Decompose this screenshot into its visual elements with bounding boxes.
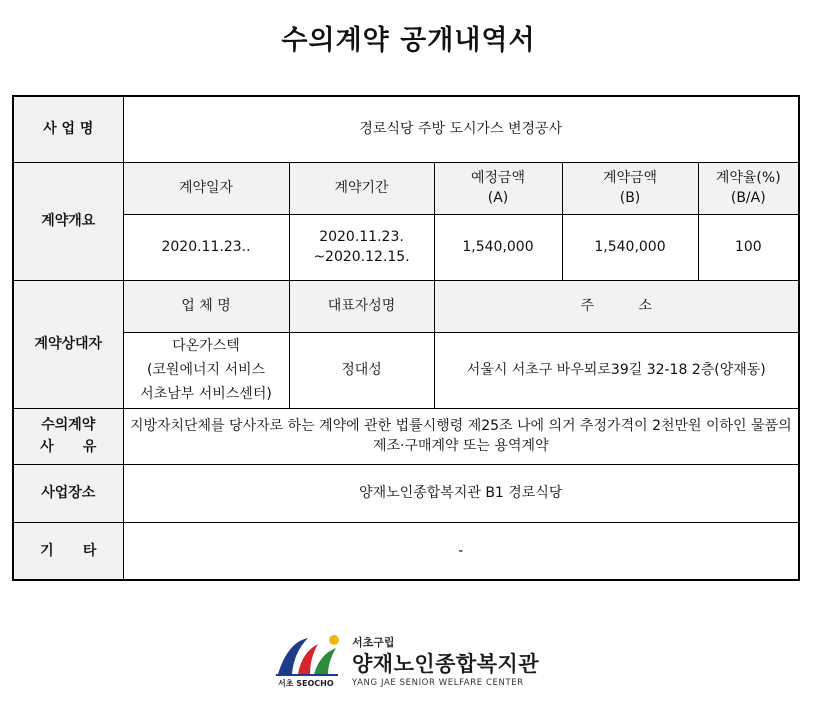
overview-estimated: 1,540,000 xyxy=(434,214,562,280)
org-english-name: YANG JAE SENIOR WELFARE CENTER xyxy=(352,678,524,688)
project-row xyxy=(13,96,799,162)
reason-value: 지방자치단체를 당사자로 하는 계약에 관한 법률시행령 제25조 나에 의거 추정가격이 2천만원 이하인 물품의 제조·구매계약 또는 용역계약 xyxy=(123,408,799,464)
overview-rate: 100 xyxy=(698,214,799,280)
overview-header-period: 계약기간 xyxy=(289,162,434,214)
org-name: 양재노인종합복지관 xyxy=(352,652,540,676)
overview-label: 계약개요 xyxy=(13,162,123,280)
party-label: 계약상대자 xyxy=(13,280,123,408)
org-logo xyxy=(272,630,542,694)
page-title: 수의계약 공개내역서 xyxy=(281,25,536,56)
project-value: 경로식당 주방 도시가스 변경공사 xyxy=(123,96,799,162)
place-row xyxy=(13,464,799,522)
overview-header-row xyxy=(13,162,799,214)
overview-value-row xyxy=(13,214,799,280)
reason-label: 수의계약 사 유 xyxy=(13,408,123,464)
overview-period: 2020.11.23. ~2020.12.15. xyxy=(289,214,434,280)
party-header-company: 업 체 명 xyxy=(123,280,289,332)
party-company: 다온가스텍 (코원에너지 서비스 서초남부 서비스센터) xyxy=(123,332,289,408)
project-label: 사 업 명 xyxy=(13,96,123,162)
etc-row xyxy=(13,522,799,580)
overview-header-rate: 계약율(%) (B/A) xyxy=(698,162,799,214)
party-value-row xyxy=(13,332,799,408)
party-header-ceo: 대표자성명 xyxy=(289,280,434,332)
city-label: 서초 SEOCHO xyxy=(278,679,334,688)
etc-value: - xyxy=(123,522,799,580)
org-small-label: 서초구립 xyxy=(352,636,395,649)
place-label: 사업장소 xyxy=(13,464,123,522)
party-address: 서울시 서초구 바우뫼로39길 32-18 2층(양재동) xyxy=(434,332,799,408)
etc-label: 기 타 xyxy=(13,522,123,580)
overview-header-date: 계약일자 xyxy=(123,162,289,214)
contract-table xyxy=(12,95,800,581)
reason-row xyxy=(13,408,799,464)
party-header-address: 주 소 xyxy=(434,280,799,332)
party-ceo: 정대성 xyxy=(289,332,434,408)
place-value: 양재노인종합복지관 B1 경로식당 xyxy=(123,464,799,522)
overview-date: 2020.11.23.. xyxy=(123,214,289,280)
overview-header-estimated: 예정금액 (A) xyxy=(434,162,562,214)
overview-contract-amount: 1,540,000 xyxy=(562,214,698,280)
party-header-row xyxy=(13,280,799,332)
overview-header-contract-amount: 계약금액 (B) xyxy=(562,162,698,214)
